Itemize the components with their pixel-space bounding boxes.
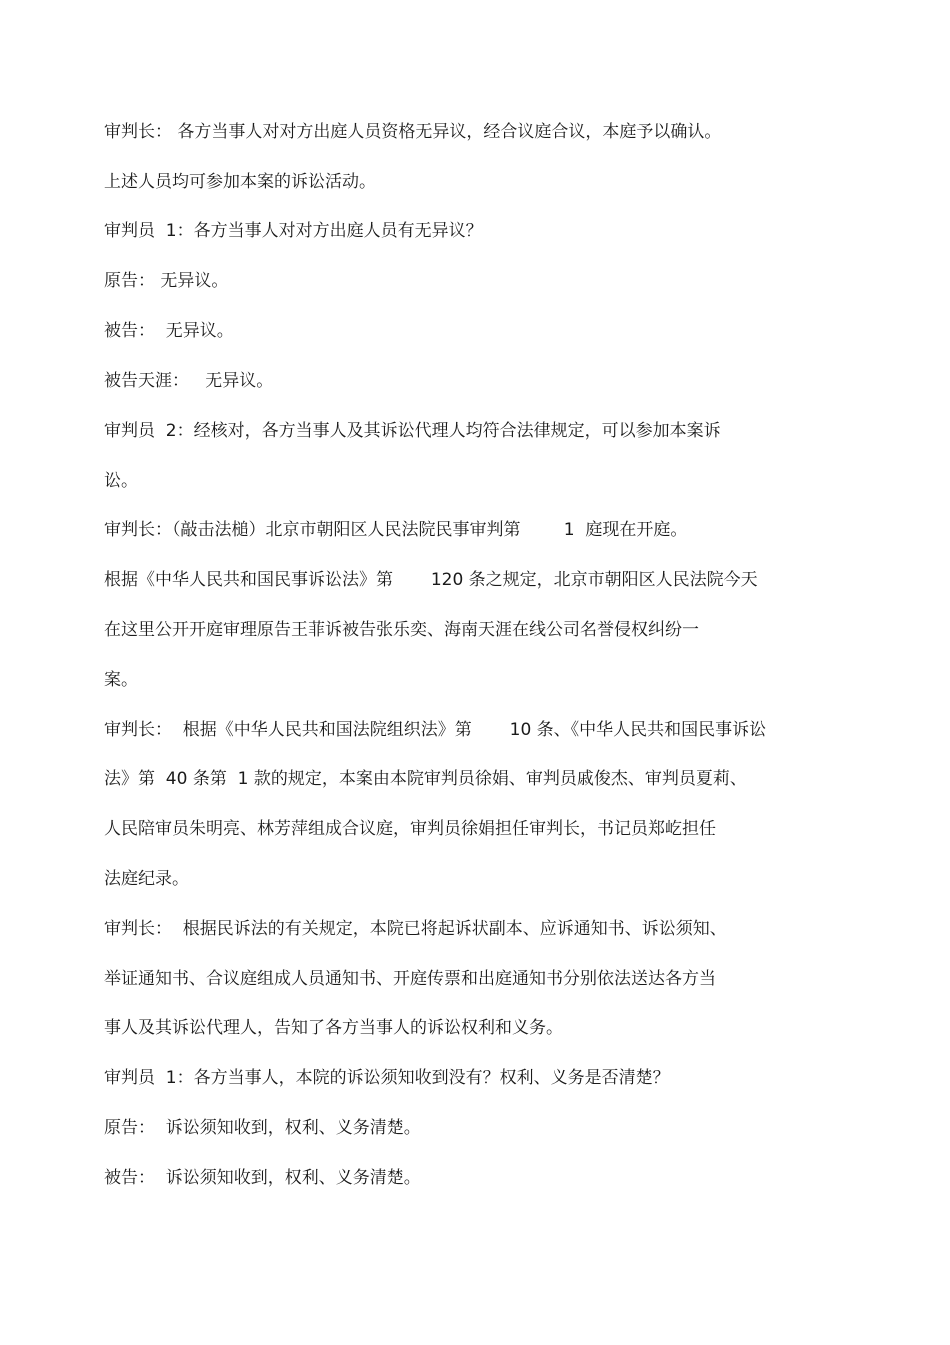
text-line-18: 举证通知书、合议庭组成人员通知书、开庭传票和出庭通知书分别依法送达各方当 [104, 969, 716, 989]
text-line-8: 讼。 [104, 471, 138, 491]
text-line-7: 审判员 2：经核对，各方当事人及其诉讼代理人均符合法律规定，可以参加本案诉 [104, 421, 721, 441]
text-line-9: 审判长：（敲击法槌）北京市朝阳区人民法院民事审判第 1 庭现在开庭。 [104, 520, 688, 540]
text-line-6: 被告天涯： 无异议。 [104, 371, 274, 391]
text-line-13: 审判长： 根据《中华人民共和国法院组织法》第 10 条、《中华人民共和国民事诉讼 [104, 720, 767, 740]
text-line-16: 法庭纪录。 [104, 869, 189, 889]
text-line-11: 在这里公开开庭审理原告王菲诉被告张乐奕、海南天涯在线公司名誉侵权纠纷一 [104, 620, 699, 640]
text-line-10: 根据《中华人民共和国民事诉讼法》第 120 条之规定，北京市朝阳区人民法院今天 [104, 570, 758, 590]
text-line-12: 案。 [104, 670, 138, 690]
text-line-17: 审判长： 根据民诉法的有关规定，本院已将起诉状副本、应诉通知书、诉讼须知、 [104, 919, 727, 939]
text-line-21: 原告： 诉讼须知收到，权利、义务清楚。 [104, 1118, 421, 1138]
text-line-4: 原告： 无异议。 [104, 271, 229, 291]
text-line-3: 审判员 1：各方当事人对对方出庭人员有无异议？ [104, 221, 483, 241]
text-line-5: 被告： 无异议。 [104, 321, 234, 341]
text-line-15: 人民陪审员朱明亮、林芳萍组成合议庭，审判员徐娟担任审判长，书记员郑屹担任 [104, 819, 716, 839]
text-line-20: 审判员 1：各方当事人，本院的诉讼须知收到没有？权利、义务是否清楚？ [104, 1068, 670, 1088]
text-line-19: 事人及其诉讼代理人，告知了各方当事人的诉讼权利和义务。 [104, 1018, 563, 1038]
text-line-14: 法》第 40 条第 1 款的规定，本案由本院审判员徐娟、审判员戚俊杰、审判员夏莉、 [104, 769, 747, 789]
text-line-22: 被告： 诉讼须知收到，权利、义务清楚。 [104, 1168, 421, 1188]
text-line-2: 上述人员均可参加本案的诉讼活动。 [104, 172, 376, 192]
text-line-1: 审判长： 各方当事人对对方出庭人员资格无异议，经合议庭合议，本庭予以确认。 [104, 122, 722, 142]
